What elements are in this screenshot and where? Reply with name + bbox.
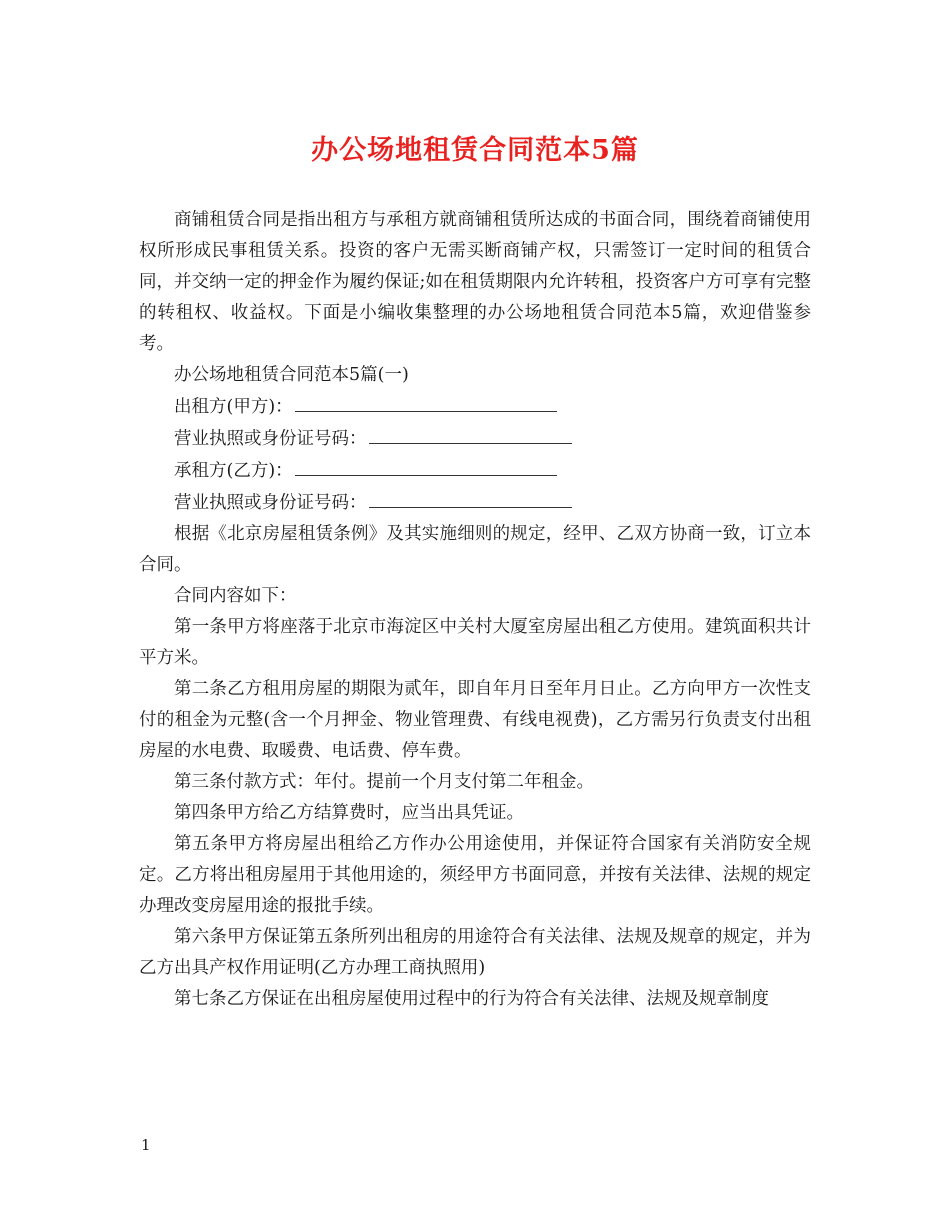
lessor-license-label: 营业执照或身份证号码： — [174, 429, 367, 449]
lessee-field — [139, 455, 811, 487]
article-6: 第六条甲方保证第五条所列出租房的用途符合有关法律、法规及规章的规定，并为乙方出具产权作用证明(乙方办理工商执照用) — [139, 927, 811, 978]
page-number: 1 — [141, 1136, 151, 1154]
lessor-field — [139, 391, 811, 423]
lessee-blank — [295, 455, 557, 476]
article-3: 第三条付款方式：年付。提前一个月支付第二年租金。 — [174, 772, 594, 792]
article-2: 第二条乙方租用房屋的期限为贰年，即自年月日至年月日止。乙方向甲方一次性支付的租金为元整(含一个月押金、物业管理费、有线电视费)，乙方需另行负责支付出租房屋的水电费、取暖费、电话费、停车费。 — [139, 679, 811, 761]
lessee-license-blank — [369, 487, 572, 508]
lessee-label: 承租方(乙方)： — [174, 461, 293, 481]
lessor-blank — [295, 391, 557, 412]
article-1: 第一条甲方将座落于北京市海淀区中关村大厦室房屋出租乙方使用。建筑面积共计平方米。 — [139, 617, 811, 668]
basis-paragraph: 根据《北京房屋租赁条例》及其实施细则的规定，经甲、乙双方协商一致，订立本合同。 — [139, 524, 811, 575]
section-heading: 办公场地租赁合同范本5篇(一) — [174, 365, 409, 385]
document-body — [139, 205, 811, 1015]
content-intro: 合同内容如下： — [174, 586, 297, 606]
article-4: 第四条甲方给乙方结算费时，应当出具凭证。 — [174, 803, 524, 823]
lessor-license-field — [139, 423, 811, 455]
lessee-license-field — [139, 487, 811, 519]
lessor-label: 出租方(甲方)： — [174, 397, 293, 417]
article-5: 第五条甲方将房屋出租给乙方作办公用途使用，并保证符合国家有关消防安全规定。乙方将出租房屋用于其他用途的，须经甲方书面同意，并按有关法律、法规的规定办理改变房屋用途的报批手续。 — [139, 834, 811, 916]
article-7: 第七条乙方保证在出租房屋使用过程中的行为符合有关法律、法规及规章制度 — [174, 989, 769, 1009]
intro-paragraph: 商铺租赁合同是指出租方与承租方就商铺租赁所达成的书面合同，围绕着商铺使用权所形成民事租赁关系。投资的客户无需买断商铺产权，只需签订一定时间的租赁合同，并交纳一定的押金作为履约保证;如在租赁期限内允许转租，投资客户方可享有完整的转租权、收益权。下面是小编收集整理的办公场地租赁合同范本5篇，欢迎借鉴参考。 — [139, 210, 811, 354]
lessee-license-label: 营业执照或身份证号码： — [174, 493, 367, 513]
lessor-license-blank — [369, 423, 572, 444]
document-title: 办公场地租赁合同范本5篇 — [311, 135, 639, 166]
